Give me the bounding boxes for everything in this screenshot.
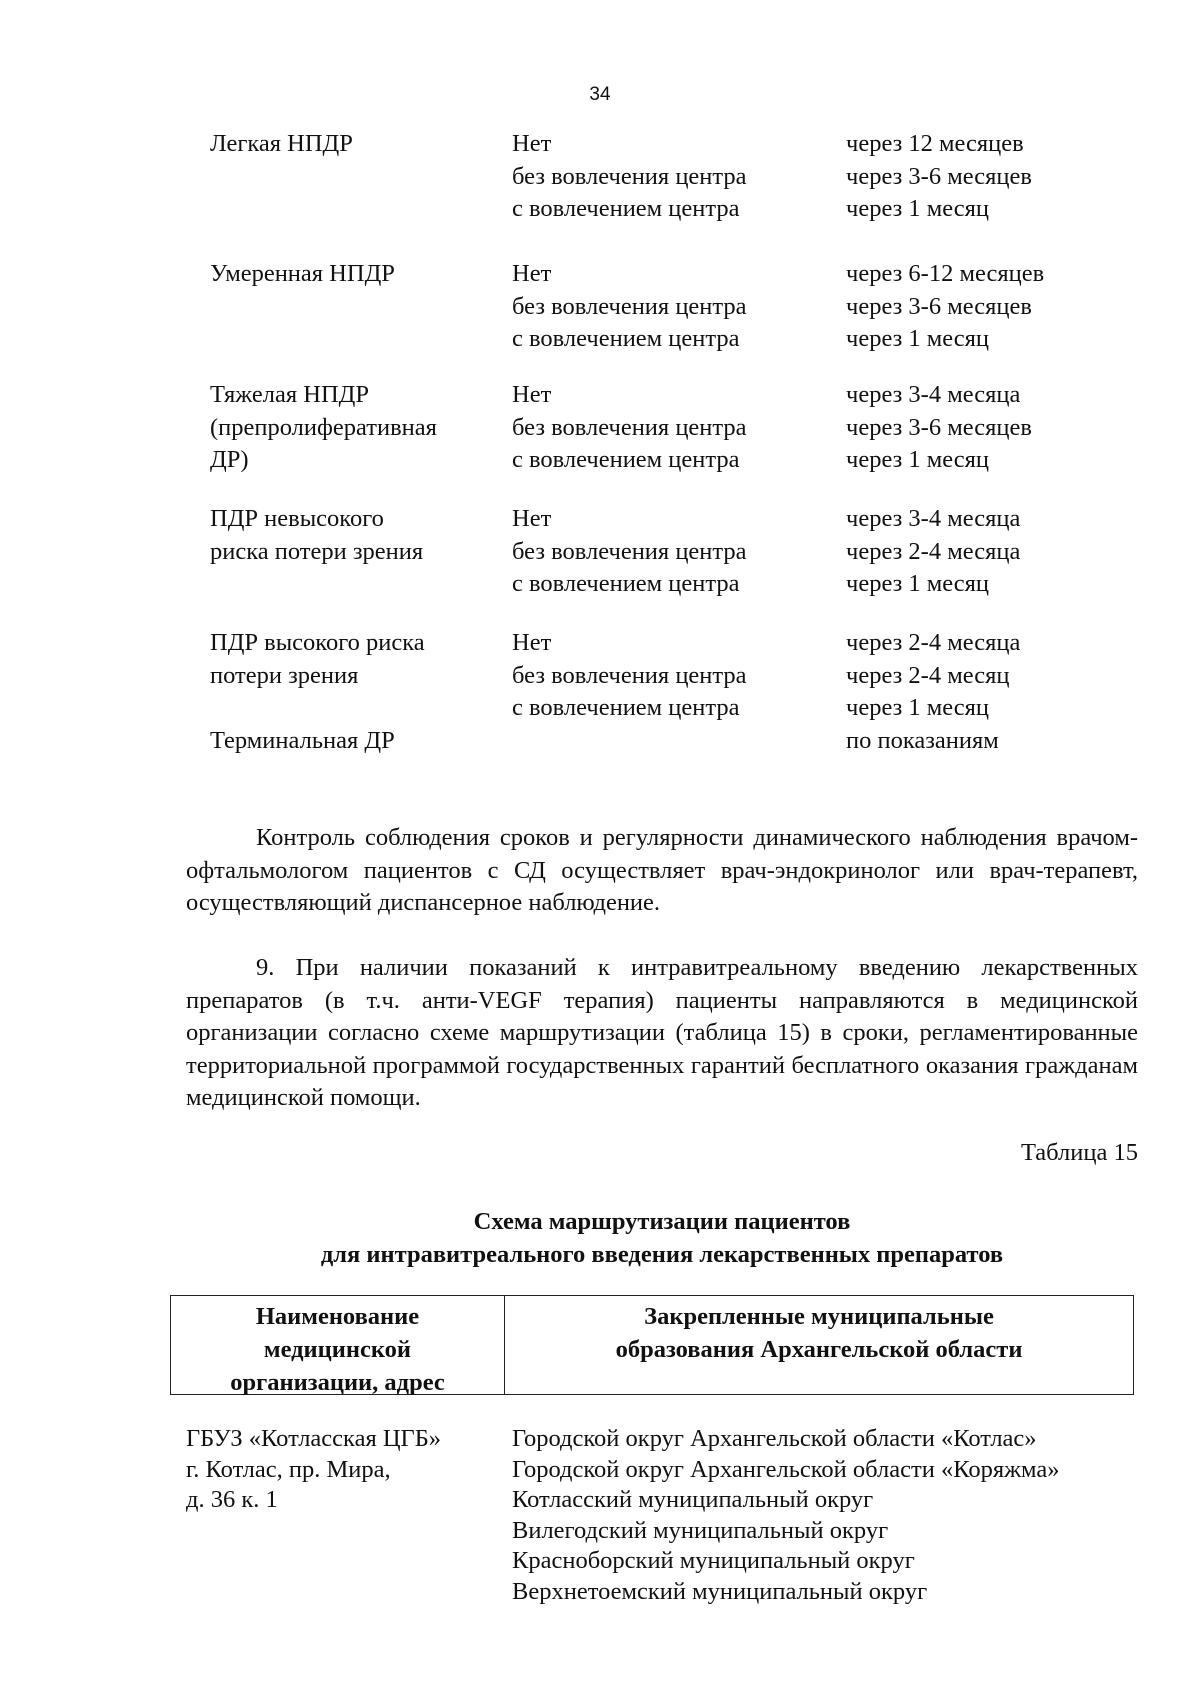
stage-cell: [210, 128, 510, 161]
stage-cell: [210, 258, 510, 291]
edema-line: Нет: [512, 505, 552, 532]
edema-line: Нет: [512, 130, 552, 157]
interval-line: через 2-4 месяца: [846, 629, 1021, 656]
edema-line: без вовлечения центра: [512, 413, 747, 441]
edema-cell: [512, 503, 842, 601]
stage-line: Легкая НПДР: [210, 130, 353, 157]
edema-line: Нет: [512, 381, 552, 408]
district-line: Котласский муниципальный округ: [512, 1486, 874, 1513]
interval-line: через 2-4 месяц: [846, 661, 1010, 689]
edema-cell: [512, 627, 842, 725]
interval-cell: [846, 503, 1146, 601]
interval-line: через 2-4 месяца: [846, 537, 1021, 565]
interval-line: через 1 месяц: [846, 195, 990, 222]
edema-line: без вовлечения центра: [512, 292, 747, 320]
interval-cell: [846, 128, 1146, 226]
org-line: ГБУЗ «Котласская ЦГБ»: [186, 1425, 442, 1452]
edema-line: Нет: [512, 260, 552, 287]
header-line: медицинской: [263, 1336, 412, 1363]
interval-line: через 3-6 месяцев: [846, 292, 1032, 320]
interval-line: через 12 месяцев: [846, 130, 1024, 157]
edema-line: с вовлечением центра: [512, 694, 740, 721]
municipalities-cell: [512, 1424, 1142, 1607]
header-line: Наименование: [255, 1303, 420, 1330]
interval-cell: [846, 258, 1146, 356]
header-line: организации, адрес: [230, 1369, 445, 1396]
interval-line: через 6-12 месяцев: [846, 260, 1045, 287]
edema-cell: [512, 128, 842, 226]
interval-line: через 1 месяц: [846, 570, 990, 597]
district-line: Вилегодский муниципальный округ: [512, 1516, 889, 1544]
district-line: Красноборский муниципальный округ: [512, 1547, 915, 1574]
edema-line: с вовлечением центра: [512, 195, 740, 222]
table-title-line: для интравитреального введения лекарственных препаратов: [320, 1241, 1004, 1268]
edema-line: с вовлечением центра: [512, 446, 740, 473]
edema-line: с вовлечением центра: [512, 570, 740, 597]
interval-line: через 1 месяц: [846, 694, 990, 721]
edema-line: без вовлечения центра: [512, 661, 747, 689]
stage-line: ПДР невысокого: [210, 505, 384, 532]
interval-cell: [846, 725, 1146, 758]
org-line: г. Котлас, пр. Мира,: [186, 1455, 391, 1483]
header-municipalities: [505, 1296, 1133, 1398]
edema-line: с вовлечением центра: [512, 325, 740, 352]
interval-line: через 1 месяц: [846, 325, 990, 352]
stage-line: Тяжелая НПДР: [210, 381, 369, 408]
stage-cell: [210, 503, 510, 568]
org-line: д. 36 к. 1: [186, 1486, 278, 1513]
district-line: Городской округ Архангельской области «Коряжма»: [512, 1455, 1060, 1483]
interval-line: через 3-6 месяцев: [846, 413, 1032, 441]
interval-cell: [846, 627, 1146, 725]
header-organization: [171, 1296, 505, 1394]
interval-line: по показаниям: [846, 727, 999, 754]
header-line: Закрепленные муниципальные: [644, 1303, 994, 1330]
paragraph-text: 9. При наличии показаний к интравитреальному введению лекарственных препаратов (в т.ч. анти-VEGF терапия) пациенты направляются в медицинской организации согласно схеме маршрутизации (таблица 15) в сроки, регламентированные территориальной программой государственных гарантий бесплатного оказания гражданам медицинской помощи.: [186, 954, 1138, 1111]
organization-cell: [186, 1424, 516, 1516]
stage-line: потери зрения: [210, 661, 359, 689]
edema-line: Нет: [512, 629, 552, 656]
interval-line: через 1 месяц: [846, 446, 990, 473]
stage-line: Умеренная НПДР: [210, 260, 395, 287]
edema-cell: [512, 379, 842, 477]
routing-table-header: [170, 1295, 1134, 1395]
paragraph-text: Контроль соблюдения сроков и регулярности динамического наблюдения врачом-офтальмологом пациентов с СД осуществляет врач-эндокринолог или врач-терапевт, осуществляющий диспансерное наблюдение.: [186, 824, 1138, 916]
paragraph-9: [186, 952, 1138, 1115]
table-label: Таблица 15: [1020, 1139, 1138, 1166]
stage-line: Терминальная ДР: [210, 727, 395, 754]
stage-line: риска потери зрения: [210, 537, 424, 565]
table-title: [186, 1205, 1138, 1271]
interval-line: через 3-6 месяцев: [846, 162, 1032, 190]
district-line: Верхнетоемский муниципальный округ: [512, 1577, 928, 1605]
table-title-line: Схема маршрутизации пациентов: [473, 1208, 851, 1235]
stage-line: ПДР высокого риска: [210, 629, 425, 656]
header-line: образования Архангельской области: [615, 1336, 1023, 1363]
interval-cell: [846, 379, 1146, 477]
interval-line: через 3-4 месяца: [846, 381, 1021, 408]
interval-line: через 3-4 месяца: [846, 505, 1021, 532]
paragraph-control: [186, 822, 1138, 920]
stage-cell: [210, 725, 510, 758]
stage-cell: [210, 379, 510, 477]
stage-line: (препролиферативная: [210, 413, 437, 441]
edema-cell: [512, 258, 842, 356]
page-number: 34: [589, 84, 611, 105]
district-line: Городской округ Архангельской области «Котлас»: [512, 1425, 1037, 1452]
stage-cell: [210, 627, 510, 692]
edema-line: без вовлечения центра: [512, 537, 747, 565]
stage-line: ДР): [210, 446, 249, 473]
edema-line: без вовлечения центра: [512, 162, 747, 190]
